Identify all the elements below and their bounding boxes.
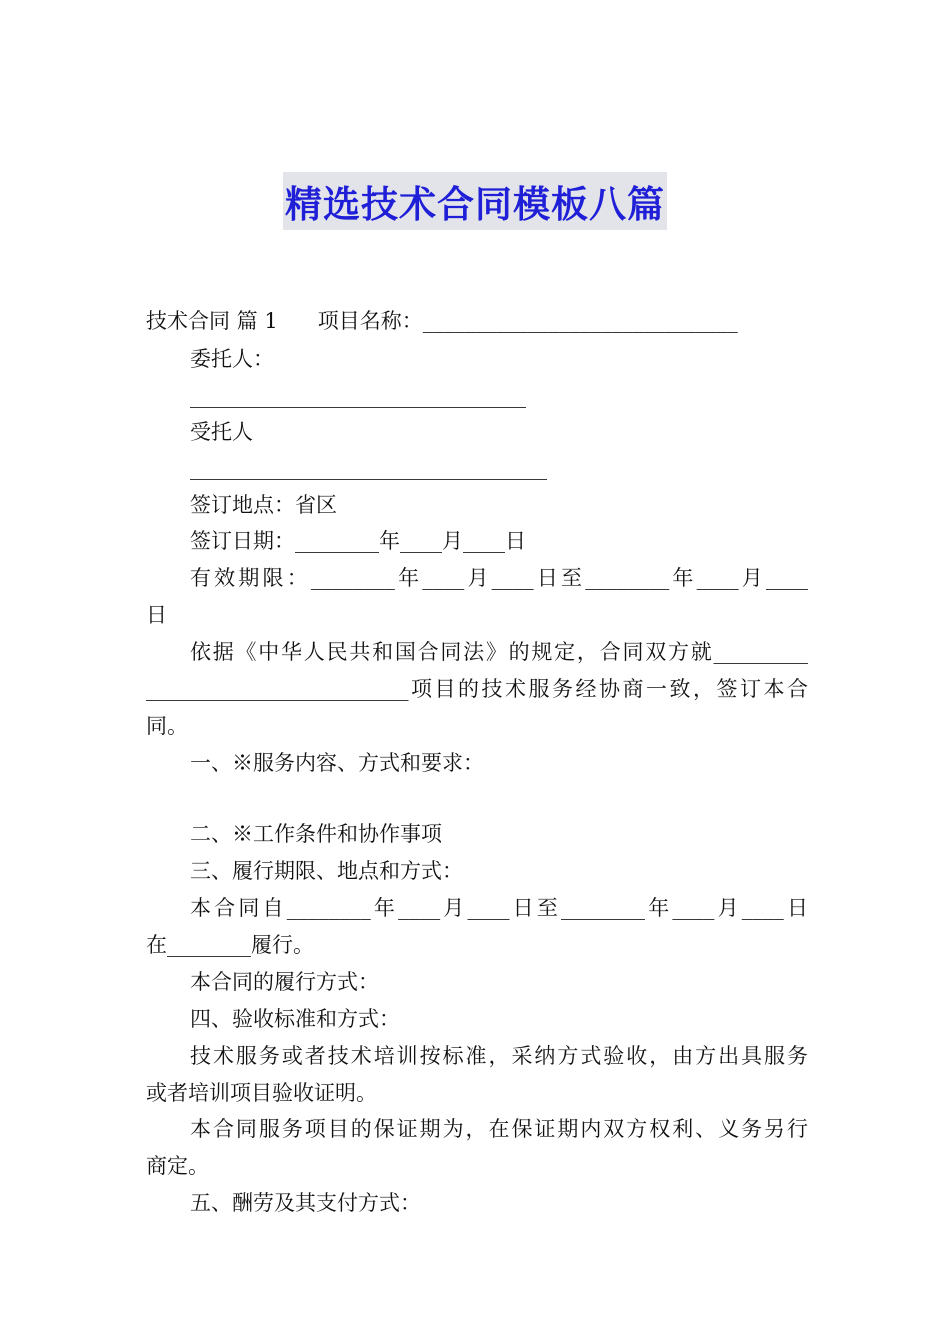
- paragraph-line: 签订日期：________年____月____日: [190, 529, 526, 553]
- paragraph-line: 本合同服务项目的保证期为，在保证期内双方权利、义务另行: [190, 1117, 808, 1141]
- paragraph-line: 五、酬劳及其支付方式：: [190, 1191, 421, 1215]
- paragraph-line: 在________履行。: [146, 933, 314, 957]
- paragraph-line: 日: [146, 603, 167, 627]
- paragraph-line: 有效期限：________年____月____日至________年____月____: [190, 566, 808, 590]
- paragraph-line: 三、履行期限、地点和方式：: [190, 859, 463, 883]
- paragraph-line: 或者培训项目验收证明。: [146, 1081, 377, 1105]
- paragraph-line: 签订地点：省区: [190, 493, 337, 517]
- paragraph-line: 技术服务或者技术培训按标准，采纳方式验收，由方出具服务: [190, 1044, 808, 1068]
- paragraph-line: 委托人：: [190, 347, 274, 371]
- paragraph-line: __________________________________: [190, 456, 547, 480]
- project-name-field: 项目名称：______________________________: [317, 309, 738, 333]
- document-title: 精选技术合同模板八篇: [283, 172, 667, 230]
- paragraph-line: 依据《中华人民共和国合同法》的规定，合同双方就_________: [190, 640, 808, 664]
- paragraph-line: 本合同自________年____月____日至________年____月____日: [190, 896, 808, 920]
- section-label: 技术合同 篇 1: [146, 309, 278, 333]
- paragraph-line: 二、※工作条件和协作事项: [190, 822, 442, 846]
- paragraph-line: _________________________项目的技术服务经协商一致，签订本合: [146, 677, 808, 701]
- paragraph-line: ________________________________: [190, 384, 526, 408]
- paragraph-line: 四、验收标准和方式：: [190, 1007, 400, 1031]
- paragraph-line: 商定。: [146, 1154, 209, 1178]
- heading-line: [146, 303, 808, 340]
- paragraph-line: 受托人: [190, 420, 253, 444]
- document-title-wrap: [0, 172, 950, 230]
- paragraph-line: 同。: [146, 714, 188, 738]
- paragraph-line: 一、※服务内容、方式和要求：: [190, 751, 484, 775]
- paragraph-line: 本合同的履行方式：: [190, 970, 379, 994]
